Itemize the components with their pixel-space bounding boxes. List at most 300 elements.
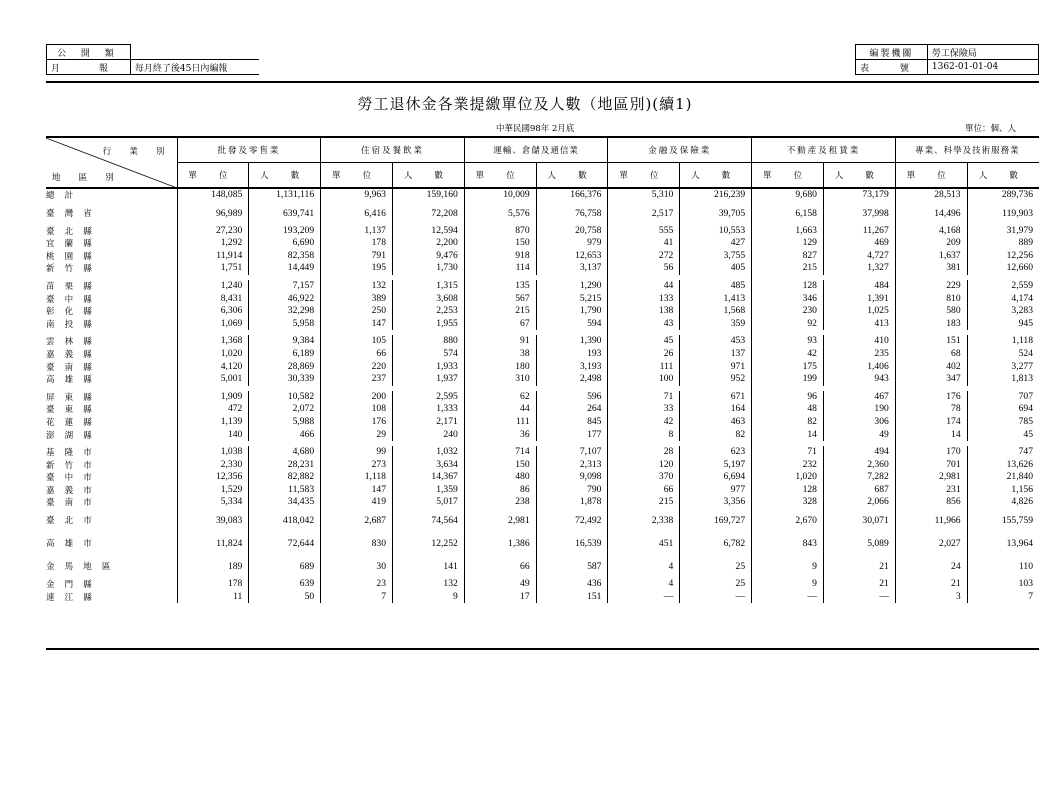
persons-cell: 1,390: [536, 335, 608, 348]
persons-cell: 594: [536, 318, 608, 331]
persons-cell: 34,435: [249, 496, 321, 509]
persons-cell: 21,840: [1006, 471, 1033, 483]
units-cell: 28: [608, 446, 680, 459]
units-cell: 128: [752, 280, 824, 293]
persons-cell: 880: [392, 335, 464, 348]
units-cell: 14: [895, 429, 967, 442]
persons-cell: 952: [680, 373, 752, 386]
table-row: [46, 318, 1039, 331]
persons-cell: 1,730: [392, 262, 464, 275]
units-cell: 128: [752, 484, 824, 497]
units-cell: 3: [895, 591, 967, 604]
units-cell: 11,966: [895, 509, 967, 532]
region-label: 嘉 義 縣: [46, 348, 177, 361]
table-row: [46, 416, 1039, 429]
units-cell: 2,981: [895, 471, 967, 484]
persons-cell: 9,476: [392, 250, 464, 263]
units-cell: 2,338: [608, 509, 680, 532]
units-cell: 150: [464, 459, 536, 472]
units-cell: 347: [895, 373, 967, 386]
persons-cell: 6,690: [249, 237, 321, 250]
units-cell: 1,292: [177, 237, 249, 250]
units-cell: 346: [752, 293, 824, 306]
table-row: [46, 335, 1039, 348]
persons-cell: 3,608: [392, 293, 464, 306]
units-cell: 472: [177, 403, 249, 416]
units-cell: 71: [608, 391, 680, 404]
persons-cell: 216,239: [680, 188, 752, 202]
region-label: 宜 蘭 縣: [46, 237, 177, 250]
persons-cell: 2,200: [392, 237, 464, 250]
persons-cell: 10,582: [249, 391, 321, 404]
units-cell: 1,637: [895, 250, 967, 263]
persons-cell: 410: [823, 335, 895, 348]
persons-cell: 14,449: [249, 262, 321, 275]
persons-cell: 785: [1018, 415, 1033, 427]
units-cell: 99: [321, 446, 393, 459]
persons-cell: 21: [823, 578, 895, 591]
units-cell: 1,137: [321, 225, 393, 238]
units-cell: 68: [895, 348, 967, 361]
persons-cell: 306: [823, 416, 895, 429]
persons-cell: 49: [823, 429, 895, 442]
units-cell: 237: [321, 373, 393, 386]
industry-header-4: 不動產及租賃業: [752, 137, 896, 163]
units-cell: 147: [321, 318, 393, 331]
persons-cell: 2,360: [823, 459, 895, 472]
units-cell: 133: [608, 293, 680, 306]
units-subheader: 單 位: [608, 163, 680, 189]
persons-cell: 639: [249, 578, 321, 591]
units-cell: 48: [752, 403, 824, 416]
persons-cell: 469: [823, 237, 895, 250]
table-no-value: 1362-01-01-04: [927, 60, 1038, 75]
units-cell: 328: [752, 496, 824, 509]
persons-cell: 13,626: [1006, 458, 1033, 470]
persons-cell: 11,267: [823, 225, 895, 238]
region-label: 屏 東 縣: [46, 391, 177, 404]
table-row: [46, 429, 1039, 442]
units-cell: 43: [608, 318, 680, 331]
persons-cell: 4,826: [1011, 496, 1033, 508]
persons-cell: 2,072: [249, 403, 321, 416]
persons-cell: 82,358: [249, 250, 321, 263]
units-cell: 1,368: [177, 335, 249, 348]
table-row: [46, 237, 1039, 250]
persons-cell: 524: [1018, 347, 1033, 359]
persons-cell: 5,089: [823, 532, 895, 555]
units-cell: 310: [464, 373, 536, 386]
units-subheader: 單 位: [752, 163, 824, 189]
units-subheader: 單 位: [464, 163, 536, 189]
units-cell: 150: [464, 237, 536, 250]
persons-cell: 2,559: [1011, 279, 1033, 291]
region-label: 總 計: [46, 188, 177, 202]
corner-region-label: 地 區 別: [52, 172, 122, 182]
persons-cell: 193,209: [249, 225, 321, 238]
persons-cell: 103: [1018, 578, 1033, 590]
persons-cell: 45: [1023, 428, 1033, 440]
persons-cell: 6,189: [249, 348, 321, 361]
persons-cell: 73,179: [823, 188, 895, 202]
units-cell: 843: [752, 532, 824, 555]
units-cell: 11: [177, 591, 249, 604]
units-cell: 791: [321, 250, 393, 263]
persons-cell: 159,160: [392, 188, 464, 202]
persons-cell: 4,174: [1011, 292, 1033, 304]
region-label: 臺 東 縣: [46, 403, 177, 416]
units-cell: 389: [321, 293, 393, 306]
persons-cell: 5,215: [536, 293, 608, 306]
units-cell: 810: [895, 293, 967, 306]
units-cell: 273: [321, 459, 393, 472]
table-bottom-rule: [46, 648, 1039, 650]
persons-cell: 943: [823, 373, 895, 386]
persons-cell: 945: [1018, 317, 1033, 329]
persons-cell: 13,964: [1006, 538, 1033, 550]
units-cell: 189: [177, 555, 249, 578]
units-cell: 555: [608, 225, 680, 238]
units-cell: 1,240: [177, 280, 249, 293]
units-cell: 176: [895, 391, 967, 404]
units-cell: 39,083: [177, 509, 249, 532]
region-label: 臺 北 市: [46, 509, 177, 532]
persons-cell: 2,313: [536, 459, 608, 472]
units-cell: 238: [464, 496, 536, 509]
table-row: [46, 532, 1039, 555]
units-subheader: 單 位: [895, 163, 967, 189]
units-cell: 66: [608, 484, 680, 497]
persons-cell: 31,979: [1006, 224, 1033, 236]
persons-cell: 889: [1018, 237, 1033, 249]
region-label: 澎 湖 縣: [46, 429, 177, 442]
persons-cell: 164: [680, 403, 752, 416]
persons-cell: —: [823, 591, 895, 604]
region-label: 彰 化 縣: [46, 305, 177, 318]
persons-cell: 427: [680, 237, 752, 250]
units-cell: 231: [895, 484, 967, 497]
units-cell: 8,431: [177, 293, 249, 306]
persons-cell: 485: [680, 280, 752, 293]
table-row: [46, 509, 1039, 532]
units-cell: 17: [464, 591, 536, 604]
units-cell: 10,009: [464, 188, 536, 202]
region-label: 金 馬 地 區: [46, 555, 177, 578]
table-row: [46, 484, 1039, 497]
persons-cell: 1,333: [392, 403, 464, 416]
persons-cell: 7,157: [249, 280, 321, 293]
persons-cell: 72,492: [536, 509, 608, 532]
persons-cell: 9,384: [249, 335, 321, 348]
persons-cell: 5,017: [392, 496, 464, 509]
persons-cell: 971: [680, 361, 752, 374]
units-cell: 27,230: [177, 225, 249, 238]
persons-cell: 4,680: [249, 446, 321, 459]
persons-cell: 37,998: [823, 202, 895, 225]
persons-cell: 687: [823, 484, 895, 497]
units-cell: 11,914: [177, 250, 249, 263]
units-cell: 232: [752, 459, 824, 472]
units-cell: 2,330: [177, 459, 249, 472]
corner-header: [46, 137, 177, 188]
industry-header-2: 運輸、倉儲及通信業: [464, 137, 608, 163]
units-cell: 11,824: [177, 532, 249, 555]
persons-cell: 235: [823, 348, 895, 361]
units-cell: 1,139: [177, 416, 249, 429]
persons-cell: 4,727: [823, 250, 895, 263]
persons-cell: 1,413: [680, 293, 752, 306]
units-cell: 92: [752, 318, 824, 331]
persons-cell: 845: [536, 416, 608, 429]
units-cell: 114: [464, 262, 536, 275]
units-cell: 14: [752, 429, 824, 442]
region-label: 連 江 縣: [46, 591, 177, 604]
persons-cell: 979: [536, 237, 608, 250]
units-cell: 6,158: [752, 202, 824, 225]
persons-cell: 10,553: [680, 225, 752, 238]
table-row: [46, 225, 1039, 238]
units-cell: 14,496: [895, 202, 967, 225]
persons-cell: 1,790: [536, 305, 608, 318]
persons-subheader: 人 數: [680, 163, 752, 189]
units-cell: 370: [608, 471, 680, 484]
units-cell: 78: [895, 403, 967, 416]
units-cell: 9,963: [321, 188, 393, 202]
units-cell: 111: [608, 361, 680, 374]
units-cell: 1,663: [752, 225, 824, 238]
persons-cell: 418,042: [249, 509, 321, 532]
units-cell: 451: [608, 532, 680, 555]
units-cell: 44: [464, 403, 536, 416]
persons-cell: 5,197: [680, 459, 752, 472]
units-cell: 2,981: [464, 509, 536, 532]
units-cell: —: [752, 591, 824, 604]
units-cell: 4,120: [177, 361, 249, 374]
table-row: [46, 391, 1039, 404]
units-subheader: 單 位: [177, 163, 249, 189]
persons-cell: 977: [680, 484, 752, 497]
units-cell: 215: [752, 262, 824, 275]
table-row: [46, 202, 1039, 225]
report-title: 勞工退休金各業提繳單位及人數（地區別)(續1): [357, 95, 693, 113]
agency-value: 勞工保險局: [927, 45, 1038, 60]
header-rule: [46, 81, 1039, 83]
table-row: [46, 555, 1039, 578]
units-cell: 29: [321, 429, 393, 442]
persons-cell: 12,256: [1006, 249, 1033, 261]
units-cell: 38: [464, 348, 536, 361]
region-label: 雲 林 縣: [46, 335, 177, 348]
persons-cell: 790: [536, 484, 608, 497]
units-cell: 66: [464, 555, 536, 578]
units-cell: 7: [321, 591, 393, 604]
units-cell: 9: [752, 555, 824, 578]
units-cell: 215: [464, 305, 536, 318]
units-cell: 480: [464, 471, 536, 484]
persons-cell: 1,315: [392, 280, 464, 293]
units-cell: 56: [608, 262, 680, 275]
units-cell: 42: [752, 348, 824, 361]
units-cell: 93: [752, 335, 824, 348]
units-cell: 96: [752, 391, 824, 404]
persons-cell: 3,277: [1011, 360, 1033, 372]
persons-cell: 689: [249, 555, 321, 578]
persons-cell: —: [680, 591, 752, 604]
persons-cell: 3,193: [536, 361, 608, 374]
units-cell: 24: [895, 555, 967, 578]
units-cell: 148,085: [177, 188, 249, 202]
persons-cell: 3,283: [1011, 305, 1033, 317]
units-cell: 62: [464, 391, 536, 404]
units-cell: 100: [608, 373, 680, 386]
units-cell: 108: [321, 403, 393, 416]
persons-cell: 494: [823, 446, 895, 459]
persons-cell: 11,583: [249, 484, 321, 497]
units-cell: 856: [895, 496, 967, 509]
persons-cell: 137: [680, 348, 752, 361]
persons-cell: 151: [536, 591, 608, 604]
units-cell: 23: [321, 578, 393, 591]
persons-cell: 76,758: [536, 202, 608, 225]
persons-subheader: 人 數: [536, 163, 608, 189]
units-cell: 67: [464, 318, 536, 331]
persons-cell: 25: [680, 578, 752, 591]
table-row: [46, 591, 1039, 604]
persons-cell: 1,568: [680, 305, 752, 318]
persons-cell: 14,367: [392, 471, 464, 484]
units-cell: 86: [464, 484, 536, 497]
persons-cell: 9: [392, 591, 464, 604]
units-cell: 2,027: [895, 532, 967, 555]
report-type-label: 月 報: [47, 60, 131, 75]
units-cell: 5,576: [464, 202, 536, 225]
persons-cell: 3,755: [680, 250, 752, 263]
units-cell: 120: [608, 459, 680, 472]
persons-cell: 1,937: [392, 373, 464, 386]
persons-cell: 6,782: [680, 532, 752, 555]
persons-cell: 3,356: [680, 496, 752, 509]
persons-cell: 623: [680, 446, 752, 459]
units-cell: 178: [177, 578, 249, 591]
persons-cell: 155,759: [1001, 515, 1033, 527]
units-cell: 4,168: [895, 225, 967, 238]
units-cell: 140: [177, 429, 249, 442]
units-cell: 1,751: [177, 262, 249, 275]
region-label: 臺 北 縣: [46, 225, 177, 238]
units-cell: 42: [608, 416, 680, 429]
units-cell: 41: [608, 237, 680, 250]
units-cell: 91: [464, 335, 536, 348]
table-row: [46, 262, 1039, 275]
persons-subheader: 人 數: [392, 163, 464, 189]
units-cell: 1,909: [177, 391, 249, 404]
region-label: 桃 園 縣: [46, 250, 177, 263]
units-cell: 105: [321, 335, 393, 348]
industry-header-0: 批發及零售業: [177, 137, 321, 163]
persons-cell: 5,958: [249, 318, 321, 331]
units-cell: 82: [752, 416, 824, 429]
units-cell: 8: [608, 429, 680, 442]
units-cell: 2,687: [321, 509, 393, 532]
units-cell: 36: [464, 429, 536, 442]
persons-cell: 413: [823, 318, 895, 331]
persons-cell: 1,025: [823, 305, 895, 318]
persons-cell: 169,727: [680, 509, 752, 532]
persons-cell: 12,252: [392, 532, 464, 555]
persons-cell: 12,594: [392, 225, 464, 238]
units-cell: 96,989: [177, 202, 249, 225]
region-label: 高 雄 市: [46, 532, 177, 555]
report-unit: 單位：個、人: [965, 124, 1017, 134]
agency-box: [855, 44, 1039, 75]
table-no-label: 表 號: [856, 60, 928, 75]
persons-cell: 132: [392, 578, 464, 591]
units-cell: 1,038: [177, 446, 249, 459]
persons-cell: 2,066: [823, 496, 895, 509]
units-cell: 151: [895, 335, 967, 348]
table-row: [46, 348, 1039, 361]
table-row: [46, 250, 1039, 263]
persons-cell: 74,564: [392, 509, 464, 532]
persons-subheader: 人 數: [823, 163, 895, 189]
persons-cell: 7,282: [823, 471, 895, 484]
units-cell: 580: [895, 305, 967, 318]
units-cell: 174: [895, 416, 967, 429]
units-cell: 199: [752, 373, 824, 386]
units-cell: 419: [321, 496, 393, 509]
units-cell: 180: [464, 361, 536, 374]
persons-cell: 193: [536, 348, 608, 361]
persons-cell: 119,903: [1002, 207, 1033, 219]
units-cell: 170: [895, 446, 967, 459]
units-cell: 215: [608, 496, 680, 509]
persons-cell: 240: [392, 429, 464, 442]
units-cell: 209: [895, 237, 967, 250]
region-label: 臺 中 縣: [46, 293, 177, 306]
persons-cell: 30,071: [823, 509, 895, 532]
units-cell: —: [608, 591, 680, 604]
subheader-row: [46, 163, 1039, 189]
public-class-label: 公 開 類: [47, 45, 131, 60]
units-cell: 6,306: [177, 305, 249, 318]
units-cell: 567: [464, 293, 536, 306]
persons-subheader: 人 數: [967, 163, 1039, 189]
persons-cell: 5,988: [249, 416, 321, 429]
units-cell: 200: [321, 391, 393, 404]
persons-cell: 574: [392, 348, 464, 361]
units-cell: 183: [895, 318, 967, 331]
persons-cell: 264: [536, 403, 608, 416]
region-label: 嘉 義 市: [46, 484, 177, 497]
table-row: [46, 578, 1039, 591]
units-cell: 49: [464, 578, 536, 591]
units-cell: 1,020: [177, 348, 249, 361]
units-cell: 830: [321, 532, 393, 555]
persons-cell: 1,391: [823, 293, 895, 306]
report-frequency-note: 每月終了後45日內編報: [130, 60, 259, 75]
persons-cell: 1,032: [392, 446, 464, 459]
units-cell: 5,310: [608, 188, 680, 202]
region-label: 南 投 縣: [46, 318, 177, 331]
persons-cell: 30,339: [249, 373, 321, 386]
table-row: [46, 496, 1039, 509]
units-cell: 250: [321, 305, 393, 318]
units-cell: 1,020: [752, 471, 824, 484]
agency-label: 編製機關: [856, 45, 928, 60]
units-cell: 870: [464, 225, 536, 238]
persons-cell: 1,933: [392, 361, 464, 374]
persons-cell: 1,131,116: [249, 188, 321, 202]
